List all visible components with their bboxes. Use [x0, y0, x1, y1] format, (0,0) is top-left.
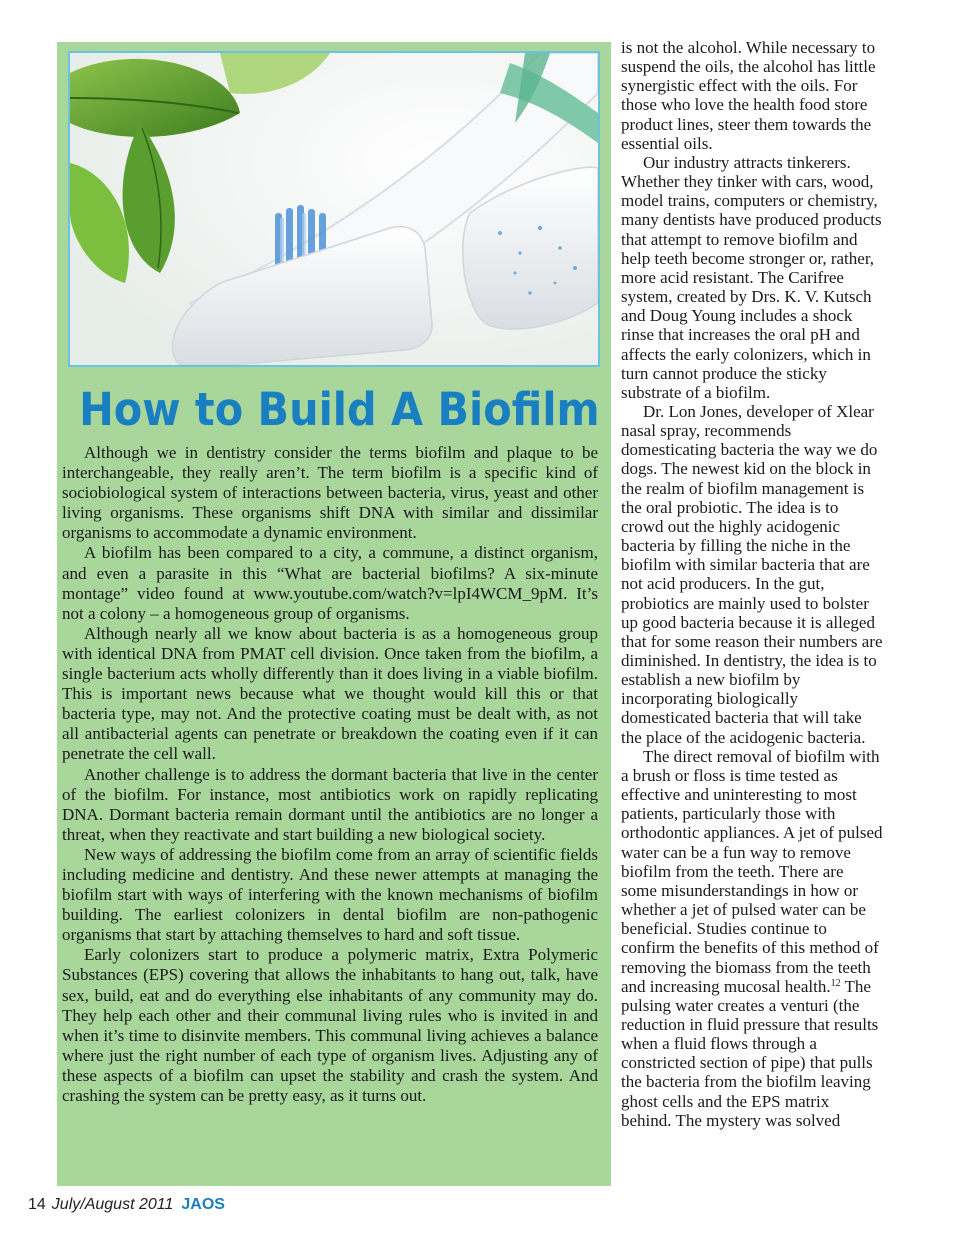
body-paragraph: Dr. Lon Jones, developer of Xlear nasal spray, recommends domesticating bacteria the way we do dogs. The newest kid on the block in the realm of biofilm management is the oral probiotic. The idea is to crowd out the highly acidogenic bacteria by filling the niche in the biofilm with similar bacteria that are not acid producers. In the gut, probiotics are mainly used to bolster up good bacteria because it is alleged that for some reason their numbers are diminished. In dentistry, the idea is to establish a new biofilm by incorporating biologically domesticated bacteria that will take the place of the acidogenic bacteria.: [621, 401, 883, 747]
body-paragraph: New ways of addressing the biofilm come from an array of scientific fields including medicine and dentistry. And these newer attempts at managing the biofilm start with ways of interfering with the known mechanisms of biofilm building. The earliest colonizers in dental biofilm are non-pathogenic organisms that start by attaching themselves to hard and soft tissue.: [62, 844, 598, 945]
issue-date: July/August 2011: [51, 1196, 174, 1213]
body-paragraph: A biofilm has been compared to a city, a commune, a distinct organism, and even a parasite in this “What are bacterial biofilms? A six-minute montage” video found at www.youtube.com/watch?v=lpI4WCM_9pM. It’s not a colony – a homogeneous group of organisms.: [62, 543, 598, 623]
page-footer: [28, 1196, 225, 1214]
body-paragraph: [621, 747, 883, 1130]
article-headline: How to Build A Biofilm: [79, 383, 600, 436]
page-number: 14: [28, 1196, 46, 1213]
toothbrush-mint-photo: [68, 51, 600, 367]
reference-superscript: 12: [830, 977, 841, 989]
body-paragraph: Early colonizers start to produce a polymeric matrix, Extra Polymeric Substances (EPS) covering that allows the inhabitants to hang out, talk, have sex, build, eat and do everything else inhabitants of any community may do. They help each other and their communal living rules who is invited in and when it’s time to disinvite members. This communal living achieves a balance where just the right number of each type of organism lives. Adjusting any of these aspects of a biofilm can upset the stability and crash the system. And crashing the system can be pretty easy, as it turns out.: [62, 945, 598, 1105]
right-column: [621, 38, 883, 1130]
body-paragraph: Our industry attracts tinkerers. Whether they tinker with cars, wood, model trains, computers or chemistry, many dentists have produced products that attempt to remove biofilm and help teeth become stronger or, rather, more acid resistant. The Carifree system, created by Drs. K. V. Kutsch and Doug Young includes a shock rinse that increases the oral pH and affects the early colonizers, which in turn cannot produce the sticky substrate of a biofilm.: [621, 152, 882, 402]
left-column: [62, 443, 598, 1106]
body-paragraph: is not the alcohol. While necessary to suspend the oils, the alcohol has little synergistic effect with the oils. For those who love the health food store product lines, steer them towards the essential oils.: [621, 38, 876, 153]
body-paragraph: Although nearly all we know about bacteria is as a homogeneous group with identical DNA from PMAT cell division. Once taken from the biofilm, a single bacterium acts wholly differently than it does living in a viable biofilm. This is important news because what we thought would kill this or that bacteria type, may not. And the protective coating must be dealt with, as not all antibacterial agents can penetrate or breakdown the coating even if it can penetrate the cell wall.: [62, 623, 598, 764]
journal-name: JAOS: [181, 1196, 225, 1213]
body-paragraph: Although we in dentistry consider the terms biofilm and plaque to be interchangeable, they really aren’t. The term biofilm is a specific kind of sociobiological system of interactions between bacteria, virus, yeast and other living organisms. These organisms shift DNA with similar and dissimilar organisms to accommodate a dynamic environment.: [62, 443, 598, 543]
body-paragraph: Another challenge is to address the dormant bacteria that live in the center of the biofilm. For instance, most antibiotics work on rapidly replicating DNA. Dormant bacteria remain dormant until the antibiotics are no longer a threat, when they reactivate and start building a new biological society.: [62, 764, 598, 844]
body-text: The direct removal of biofilm with a brush or floss is time tested as effective and uninteresting to most patients, particularly those with orthodontic appliances. A jet of pulsed water can be a fun way to remove biofilm from the teeth. There are some misunderstandings in how or whether a jet of pulsed water can be beneficial. Studies continue to confirm the benefits of this method of removing the biomass from the teeth and increasing mucosal health.: [621, 746, 883, 996]
body-text: The pulsing water creates a venturi (the reduction in fluid pressure that results when a fluid flows through a constricted section of pipe) that pulls the bacteria from the biofilm leaving ghost cells and the EPS matrix behind. The mystery was solved: [621, 976, 879, 1130]
